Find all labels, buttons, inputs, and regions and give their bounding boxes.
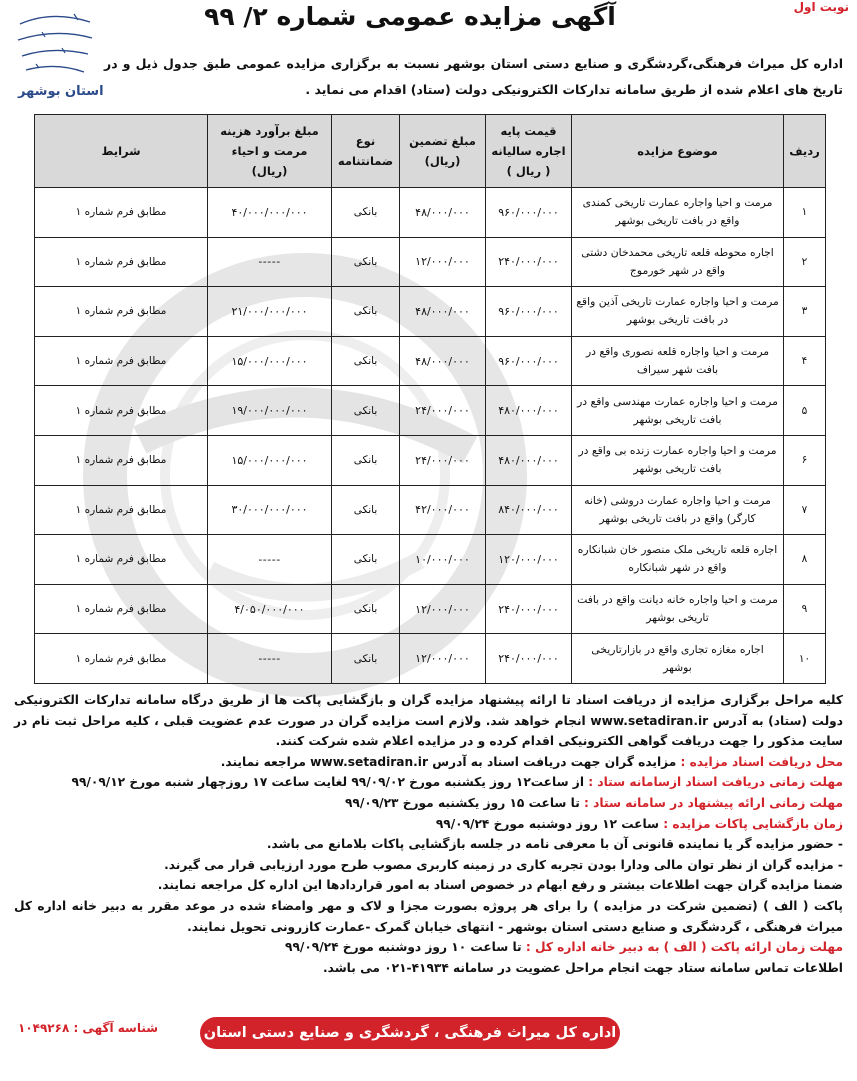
cell-terms: مطابق فرم شماره ۱ <box>35 634 208 684</box>
province-label: استان بوشهر <box>18 84 104 99</box>
col-base-price: قیمت پایه اجاره سالیانه ( ریال ) <box>486 115 572 188</box>
docs-location <box>14 752 843 773</box>
receive-deadline <box>14 772 843 793</box>
cell-terms: مطابق فرم شماره ۱ <box>35 485 208 535</box>
cell-row: ۵ <box>784 386 826 436</box>
cell-guarantee-amount: ۲۴/۰۰۰/۰۰۰ <box>400 386 486 436</box>
receive-label: مهلت زمانی دریافت اسناد ازسامانه ستاد : <box>588 775 843 790</box>
cell-guarantee-amount: ۴۲/۰۰۰/۰۰۰ <box>400 485 486 535</box>
cell-cost: ۳۰/۰۰۰/۰۰۰/۰۰۰ <box>208 485 332 535</box>
receive-value: از ساعت۱۲ روز یکشنبه مورخ ۹۹/۰۹/۰۲ لغایت ساعت ۱۷ روزچهار شنبه مورخ ۹۹/۰۹/۱۲ <box>71 775 589 790</box>
cell-base-price: ۹۶۰/۰۰۰/۰۰۰ <box>486 336 572 386</box>
cell-base-price: ۴۸۰/۰۰۰/۰۰۰ <box>486 435 572 485</box>
table-row <box>35 584 826 634</box>
cell-cost: ----- <box>208 634 332 684</box>
cell-cost: ۱۵/۰۰۰/۰۰۰/۰۰۰ <box>208 435 332 485</box>
cell-guarantee-type: بانکی <box>332 237 400 287</box>
cell-row: ۳ <box>784 287 826 337</box>
cell-subject: مرمت و احیا واجاره عمارت تاریخی آذین واقع در بافت تاریخی بوشهر <box>572 287 784 337</box>
cell-subject: مرمت و احیا واجاره عمارت دروشی (خانه کارگر) واقع در بافت تاریخی بوشهر <box>572 485 784 535</box>
cell-terms: مطابق فرم شماره ۱ <box>35 237 208 287</box>
ministry-logo <box>12 6 98 82</box>
open-value: ساعت ۱۲ روز دوشنبه مورخ ۹۹/۰۹/۲۴ <box>435 816 664 831</box>
intro-text: اداره کل میراث فرهنگی،گردشگری و صنایع دستی استان بوشهر نسبت به برگزاری مزایده عمومی طبق جدول ذیل و در تاریخ های اعلام شده از طریق سامانه تدارکات الکترونیکی دولت (ستاد) اقدام می نماید . <box>104 56 843 97</box>
cell-terms: مطابق فرم شماره ۱ <box>35 336 208 386</box>
cell-terms: مطابق فرم شماره ۱ <box>35 188 208 238</box>
packet-label: مهلت زمان ارائه پاکت ( الف ) به دبیر خانه اداره کل : <box>525 940 843 955</box>
cell-row: ۴ <box>784 336 826 386</box>
cell-guarantee-amount: ۱۲/۰۰۰/۰۰۰ <box>400 634 486 684</box>
col-row: ردیف <box>784 115 826 188</box>
submit-value: تا ساعت ۱۵ روز یکشنبه مورخ ۹۹/۰۹/۲۳ <box>344 795 585 810</box>
packet-deadline <box>14 937 843 958</box>
cell-subject: مرمت و احیا واجاره عمارت مهندسی واقع در بافت تاریخی بوشهر <box>572 386 784 436</box>
cell-base-price: ۱۲۰/۰۰۰/۰۰۰ <box>486 535 572 585</box>
col-guarantee-amount: مبلغ تضمین (ریال) <box>400 115 486 188</box>
cell-guarantee-amount: ۴۸/۰۰۰/۰۰۰ <box>400 188 486 238</box>
col-terms: شرایط <box>35 115 208 188</box>
cell-base-price: ۸۴۰/۰۰۰/۰۰۰ <box>486 485 572 535</box>
table-row <box>35 485 826 535</box>
notice-round: نوبت اول <box>793 0 849 14</box>
cell-subject: اجاره قلعه تاریخی ملک منصور خان شبانکاره واقع در شهر شبانکاره <box>572 535 784 585</box>
cell-guarantee-amount: ۲۴/۰۰۰/۰۰۰ <box>400 435 486 485</box>
cell-cost: ----- <box>208 535 332 585</box>
auction-table <box>34 114 826 684</box>
submit-deadline <box>14 793 843 814</box>
cell-guarantee-type: بانکی <box>332 584 400 634</box>
cell-cost: ۱۹/۰۰۰/۰۰۰/۰۰۰ <box>208 386 332 436</box>
cell-base-price: ۴۸۰/۰۰۰/۰۰۰ <box>486 386 572 436</box>
cell-guarantee-amount: ۱۲/۰۰۰/۰۰۰ <box>400 237 486 287</box>
cell-subject: مرمت و احیا واجاره خانه دیانت واقع در بافت تاریخی بوشهر <box>572 584 784 634</box>
table-row <box>35 634 826 684</box>
cell-terms: مطابق فرم شماره ۱ <box>35 584 208 634</box>
submit-label: مهلت زمانی ارائه پیشنهاد در سامانه ستاد : <box>584 795 843 810</box>
cell-subject: مرمت و احیا واجاره عمارت زنده بی واقع در بافت تاریخی بوشهر <box>572 435 784 485</box>
table-row <box>35 287 826 337</box>
cell-guarantee-type: بانکی <box>332 386 400 436</box>
footer-org-banner: اداره کل میراث فرهنگی ، گردشگری و صنایع دستی استان بوشهر <box>200 1017 620 1049</box>
cell-row: ۷ <box>784 485 826 535</box>
paragraph-contracts: ضمنا مزایده گران جهت اطلاعات بیشتر و رفع ابهام در خصوص اسناد به امور قراردادها این اداره کل مراجعه نمایند. <box>157 878 843 893</box>
cell-cost: ۲۱/۰۰۰/۰۰۰/۰۰۰ <box>208 287 332 337</box>
cell-guarantee-type: بانکی <box>332 435 400 485</box>
cell-row: ۶ <box>784 435 826 485</box>
cell-guarantee-type: بانکی <box>332 336 400 386</box>
cell-base-price: ۲۴۰/۰۰۰/۰۰۰ <box>486 634 572 684</box>
cell-cost: ۱۵/۰۰۰/۰۰۰/۰۰۰ <box>208 336 332 386</box>
cell-base-price: ۲۴۰/۰۰۰/۰۰۰ <box>486 237 572 287</box>
ad-id: شناسه آگهی : ۱۰۴۹۲۶۸ <box>18 1021 159 1035</box>
cell-subject: اجاره محوطه قلعه تاریخی محمدخان دشتی واقع در شهر خورموج <box>572 237 784 287</box>
cell-terms: مطابق فرم شماره ۱ <box>35 535 208 585</box>
cell-terms: مطابق فرم شماره ۱ <box>35 435 208 485</box>
contact-info: اطلاعات تماس سامانه ستاد جهت انجام مراحل عضویت در سامانه ۴۱۹۳۴-۰۲۱ می باشد. <box>323 960 843 975</box>
cell-subject: مرمت و احیا واجاره عمارت تاریخی کمندی واقع در بافت تاریخی بوشهر <box>572 188 784 238</box>
cell-row: ۹ <box>784 584 826 634</box>
cell-subject: مرمت و احیا واجاره قلعه نصوری واقع در بافت شهر سیراف <box>572 336 784 386</box>
cell-guarantee-type: بانکی <box>332 287 400 337</box>
cell-guarantee-type: بانکی <box>332 535 400 585</box>
cell-guarantee-amount: ۴۸/۰۰۰/۰۰۰ <box>400 287 486 337</box>
paragraph-packet: پاکت ( الف ) (تضمین شرکت در مزایده ) را برای هر پروژه بصورت مجزا و لاک و مهر وامضاء شده در موعد مقرر به دبیر خانه اداره کل میراث فرهنگی ، گردشگری و صنایع دستی استان بوشهر - انتهای خیابان گمرک -عمارت کازرونی تحویل نمایند. <box>14 898 843 934</box>
cell-cost: ----- <box>208 237 332 287</box>
table-row <box>35 535 826 585</box>
open-label: زمان بازگشایی پاکات مزایده : <box>663 816 843 831</box>
paragraph-process: کلیه مراحل برگزاری مزایده از دریافت اسناد تا ارائه پیشنهاد مزایده گران و بازگشایی پاکت ها از طریق درگاه سامانه تدارکات الکترونیکی دولت (ستاد) به آدرس www.setadiran.ir انجام خواهد شد. ولازم است مزایده گران در صورت عدم عضویت قبلی ، کلیه مراحل ثبت نام در سایت مذکور را جهت دریافت گواهی الکترونیکی اقدام کرده و در مزایده اعلام شده شرکت کنند. <box>14 693 843 749</box>
cell-guarantee-type: بانکی <box>332 634 400 684</box>
col-subject: موضوع مزایده <box>572 115 784 188</box>
cell-base-price: ۹۶۰/۰۰۰/۰۰۰ <box>486 287 572 337</box>
bullet-evaluation: - مزایده گران از نظر توان مالی ودارا بودن تجربه کاری در زمینه کاربری مصوب طرح مورد ارزیابی قرار می گیرند. <box>164 857 843 872</box>
notice-body <box>14 690 843 978</box>
table-row <box>35 188 826 238</box>
page-title: آگهی مزایده عمومی شماره ۲/ ۹۹ <box>204 2 616 31</box>
packet-value: تا ساعت ۱۰ روز دوشنبه مورخ ۹۹/۰۹/۲۴ <box>285 940 526 955</box>
cell-base-price: ۹۶۰/۰۰۰/۰۰۰ <box>486 188 572 238</box>
opening-time <box>14 814 843 835</box>
cell-cost: ۴۰/۰۰۰/۰۰۰/۰۰۰ <box>208 188 332 238</box>
docs-label: محل دریافت اسناد مزایده : <box>680 754 843 769</box>
cell-row: ۱۰ <box>784 634 826 684</box>
table-row <box>35 237 826 287</box>
table-row <box>35 336 826 386</box>
col-cost: مبلغ برآورد هزینه مرمت و احیاء (ریال) <box>208 115 332 188</box>
bullet-attendance: - حضور مزایده گر یا نماینده قانونی آن با معرفی نامه در جلسه بازگشایی پاکات بلامانع می باشد. <box>266 837 843 852</box>
cell-guarantee-amount: ۱۲/۰۰۰/۰۰۰ <box>400 584 486 634</box>
cell-terms: مطابق فرم شماره ۱ <box>35 386 208 436</box>
cell-row: ۸ <box>784 535 826 585</box>
col-guarantee-type: نوع ضمانتنامه <box>332 115 400 188</box>
table-row <box>35 386 826 436</box>
cell-cost: ۴/۰۵۰/۰۰۰/۰۰۰ <box>208 584 332 634</box>
cell-row: ۱ <box>784 188 826 238</box>
cell-guarantee-amount: ۱۰/۰۰۰/۰۰۰ <box>400 535 486 585</box>
cell-guarantee-type: بانکی <box>332 188 400 238</box>
ministry-emblem-icon <box>12 6 98 82</box>
cell-guarantee-type: بانکی <box>332 485 400 535</box>
cell-terms: مطابق فرم شماره ۱ <box>35 287 208 337</box>
cell-base-price: ۲۴۰/۰۰۰/۰۰۰ <box>486 584 572 634</box>
cell-subject: اجاره مغازه تجاری واقع در بازارتاریخی بوشهر <box>572 634 784 684</box>
cell-guarantee-amount: ۴۸/۰۰۰/۰۰۰ <box>400 336 486 386</box>
table-header-row <box>35 115 826 188</box>
cell-row: ۲ <box>784 237 826 287</box>
docs-value: مزایده گران جهت دریافت اسناد به آدرس www.setadiran.ir مراجعه نمایند. <box>220 754 681 769</box>
table-row <box>35 435 826 485</box>
